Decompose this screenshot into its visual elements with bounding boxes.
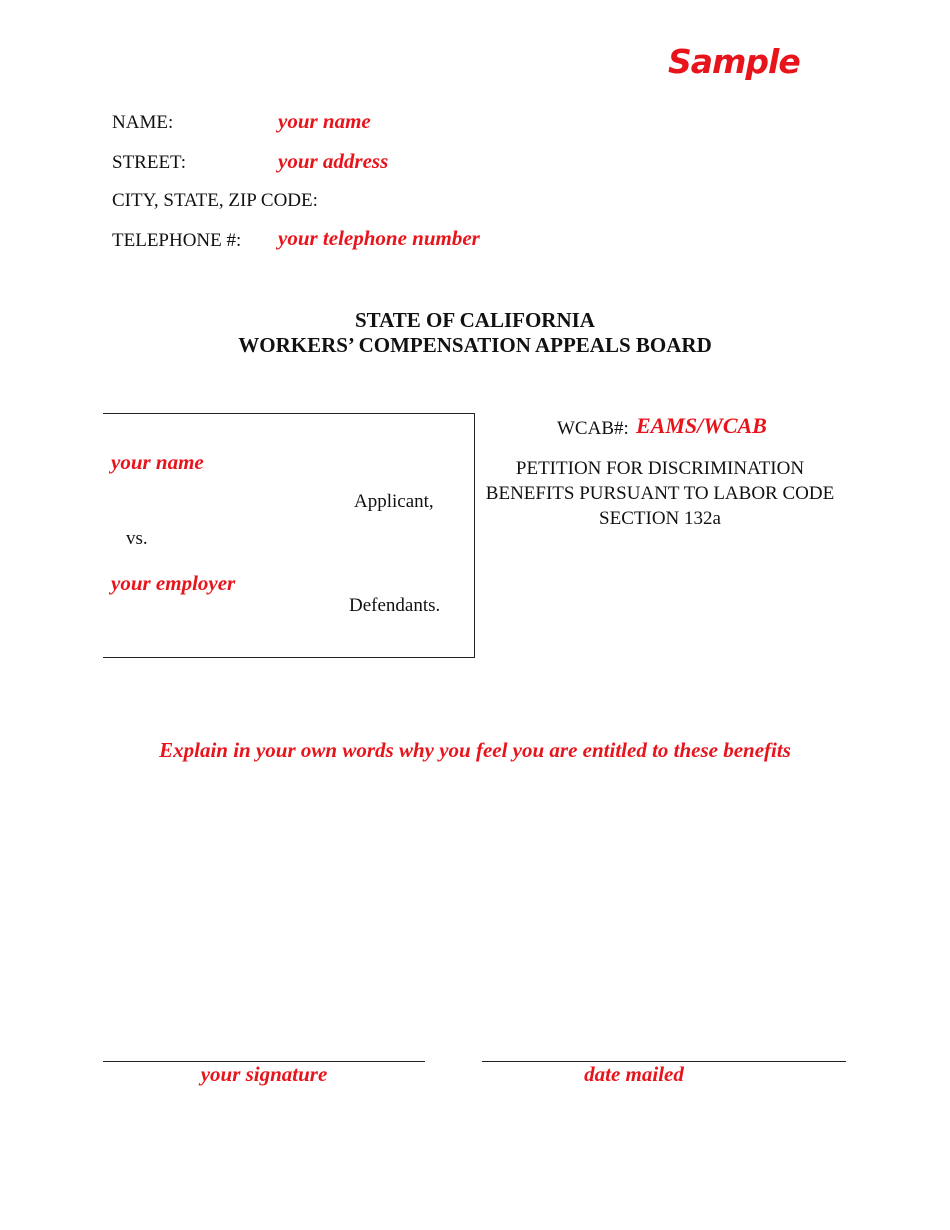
wcab-label: WCAB#: xyxy=(557,418,629,439)
sample-stamp: Sample xyxy=(668,42,800,81)
petition-title-line: SECTION 132a xyxy=(599,508,721,529)
street-value: your address xyxy=(278,149,389,173)
court-heading-line1: STATE OF CALIFORNIA xyxy=(355,308,595,332)
wcab-number: EAMS/WCAB xyxy=(636,413,767,438)
date-mailed-label: date mailed xyxy=(584,1062,684,1086)
petition-title-line: PETITION FOR DISCRIMINATION xyxy=(515,458,805,479)
petition-title-line: BENEFITS PURSUANT TO LABOR CODE xyxy=(485,483,835,504)
instruction-text: Explain in your own words why you feel you are entitled to these benefits xyxy=(159,738,791,762)
versus-text: vs. xyxy=(126,528,148,549)
name-label: NAME: xyxy=(112,112,174,133)
petition-title xyxy=(480,456,840,531)
applicant-label: Applicant, xyxy=(354,491,434,512)
name-value: your name xyxy=(278,109,371,133)
defendant-name: your employer xyxy=(111,571,236,595)
city-state-zip-label: CITY, STATE, ZIP CODE: xyxy=(112,190,318,211)
defendants-label: Defendants. xyxy=(349,595,441,616)
applicant-name: your name xyxy=(111,450,204,474)
telephone-label: TELEPHONE #: xyxy=(112,230,242,251)
court-heading-line2: WORKERS’ COMPENSATION APPEALS BOARD xyxy=(238,333,712,357)
street-label: STREET: xyxy=(112,152,186,173)
signature-label: your signature xyxy=(200,1062,328,1086)
telephone-value: your telephone number xyxy=(278,226,480,250)
